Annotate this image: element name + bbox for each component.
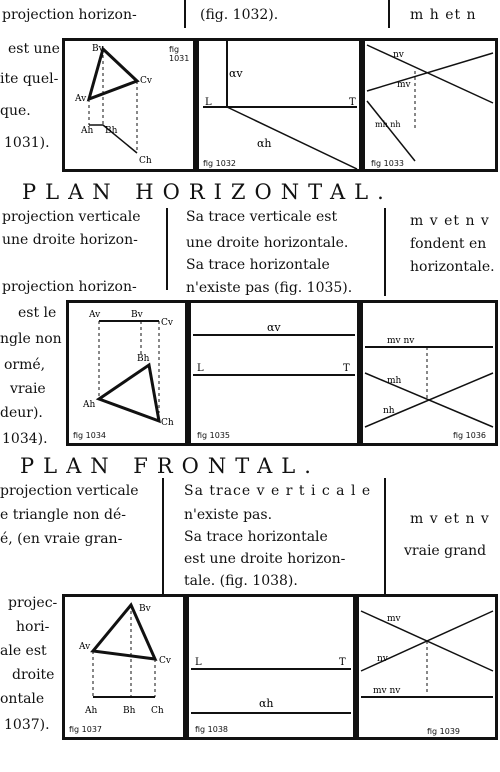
svg-text:Ah: Ah bbox=[83, 400, 96, 410]
front-left-line-7: droite bbox=[12, 667, 55, 683]
column-rule bbox=[184, 0, 186, 28]
svg-text:Av: Av bbox=[89, 310, 101, 320]
svg-text:Bh: Bh bbox=[123, 706, 136, 716]
front-mid-line-3: Sa trace horizontale bbox=[184, 529, 328, 545]
svg-text:nh: nh bbox=[383, 406, 395, 416]
front-left-line-4: projec- bbox=[8, 595, 58, 611]
horiz-left-line-3: projection horizon- bbox=[2, 279, 137, 295]
column-rule bbox=[384, 478, 386, 596]
svg-text:Cv: Cv bbox=[159, 656, 171, 666]
section-heading-frontal: PLAN FRONTAL. bbox=[20, 454, 320, 478]
horiz-mid-line-3: Sa trace horizontale bbox=[186, 257, 330, 273]
top-left-line-1: projection horizon- bbox=[2, 7, 137, 23]
svg-text:L: L bbox=[205, 97, 212, 108]
front-right-line-1: m v et n v bbox=[410, 511, 490, 527]
front-right-line-2: vraie grand bbox=[404, 543, 487, 559]
svg-text:mv nv: mv nv bbox=[387, 336, 415, 346]
figure-1039-drawing bbox=[359, 597, 495, 737]
horiz-left-line-6: ormé, bbox=[4, 357, 46, 373]
front-left-line-5: hori- bbox=[16, 619, 50, 635]
front-mid-line-1: Sa trace v e r t i c a l e bbox=[184, 483, 372, 499]
svg-text:Ah: Ah bbox=[81, 126, 94, 136]
svg-text:Bh: Bh bbox=[137, 354, 150, 364]
figure-panel-1034 bbox=[66, 300, 188, 446]
front-left-line-1: projection verticale bbox=[0, 483, 139, 499]
figure-1035-drawing bbox=[191, 303, 357, 443]
top-left-line-5: 1031). bbox=[4, 135, 50, 151]
figure-panel-1037 bbox=[62, 594, 186, 740]
horiz-right-line-2: fondent en bbox=[410, 236, 487, 252]
figure-label-1036: fig 1036 bbox=[453, 431, 487, 440]
top-left-line-2: est une bbox=[8, 41, 60, 57]
svg-text:T: T bbox=[343, 363, 350, 374]
horiz-left-line-5: ngle non bbox=[0, 331, 62, 347]
column-rule bbox=[388, 0, 390, 28]
svg-text:T: T bbox=[339, 657, 346, 668]
svg-text:L: L bbox=[197, 363, 204, 374]
svg-text:Ch: Ch bbox=[151, 706, 164, 716]
top-left-line-4: que. bbox=[0, 103, 31, 119]
svg-text:mh: mh bbox=[387, 376, 402, 386]
top-left-line-3: ite quel- bbox=[0, 71, 59, 87]
figure-panel-1038 bbox=[186, 594, 356, 740]
front-mid-line-4: est une droite horizon- bbox=[184, 551, 346, 567]
figure-label-1034: fig 1034 bbox=[73, 431, 107, 440]
front-left-line-3: é, (en vraie gran- bbox=[0, 531, 123, 547]
figure-1038-drawing bbox=[189, 597, 353, 737]
figure-label-1038: fig 1038 bbox=[195, 725, 229, 734]
column-rule bbox=[384, 208, 386, 296]
figure-label-1037: fig 1037 bbox=[69, 725, 103, 734]
figure-label-1032: fig 1032 bbox=[203, 159, 237, 168]
front-mid-line-5: tale. (fig. 1038). bbox=[184, 573, 298, 589]
svg-text:αh: αh bbox=[259, 697, 274, 710]
figure-1034-drawing bbox=[69, 303, 185, 443]
svg-text:Ah: Ah bbox=[85, 706, 98, 716]
horiz-left-line-9: 1034). bbox=[2, 431, 48, 447]
front-left-line-9: 1037). bbox=[4, 717, 50, 733]
horiz-mid-line-4: n'existe pas (fig. 1035). bbox=[186, 280, 353, 296]
svg-text:mh nh: mh nh bbox=[375, 120, 401, 129]
figure-1033-drawing bbox=[365, 41, 495, 169]
svg-text:Av: Av bbox=[75, 94, 87, 104]
svg-text:nv: nv bbox=[377, 654, 388, 664]
section-heading-horizontal: PLAN HORIZONTAL. bbox=[22, 180, 393, 204]
svg-text:Bv: Bv bbox=[92, 44, 104, 54]
figure-panel-1035 bbox=[188, 300, 360, 446]
figure-label-1031: fig 1031 bbox=[169, 45, 190, 63]
svg-text:Ch: Ch bbox=[161, 418, 174, 428]
horiz-right-line-3: horizontale. bbox=[410, 259, 495, 275]
svg-text:mv: mv bbox=[397, 80, 411, 90]
svg-text:Bv: Bv bbox=[131, 310, 143, 320]
figure-1037-drawing bbox=[65, 597, 183, 737]
front-left-line-8: ontale bbox=[0, 691, 45, 707]
svg-text:αh: αh bbox=[257, 137, 272, 150]
svg-text:Cv: Cv bbox=[161, 318, 173, 328]
horiz-left-line-4: est le bbox=[18, 305, 57, 321]
svg-text:Bv: Bv bbox=[139, 604, 151, 614]
horiz-left-line-2: une droite horizon- bbox=[2, 232, 138, 248]
horiz-right-line-1: m v et n v bbox=[410, 213, 490, 229]
svg-text:αv: αv bbox=[267, 321, 281, 334]
front-left-line-6: ale est bbox=[0, 643, 47, 659]
figure-1036-drawing bbox=[363, 303, 495, 443]
svg-text:Ch: Ch bbox=[139, 156, 152, 166]
svg-text:nv: nv bbox=[393, 50, 404, 60]
svg-text:mv nv: mv nv bbox=[373, 686, 401, 696]
horiz-mid-line-2: une droite horizontale. bbox=[186, 235, 349, 251]
figure-1032-drawing bbox=[199, 41, 359, 169]
figure-panel-1031 bbox=[62, 38, 196, 172]
horiz-left-line-8: deur). bbox=[0, 405, 43, 421]
column-rule bbox=[166, 208, 168, 290]
top-right-line: m h et n bbox=[410, 7, 477, 23]
figure-panel-1039 bbox=[356, 594, 498, 740]
figure-label-1033: fig 1033 bbox=[371, 159, 405, 168]
figure-panel-1036 bbox=[360, 300, 498, 446]
svg-text:Av: Av bbox=[79, 642, 91, 652]
figure-panel-1033 bbox=[362, 38, 498, 172]
svg-text:L: L bbox=[195, 657, 202, 668]
svg-text:Bh: Bh bbox=[105, 126, 118, 136]
svg-text:mv: mv bbox=[387, 614, 401, 624]
svg-text:Cv: Cv bbox=[140, 76, 152, 86]
figure-panel-1032 bbox=[196, 38, 362, 172]
figure-label-1035: fig 1035 bbox=[197, 431, 231, 440]
svg-text:T: T bbox=[349, 97, 356, 108]
horiz-mid-line-1: Sa trace verticale est bbox=[186, 209, 338, 225]
column-rule bbox=[162, 478, 164, 596]
top-mid-line: (fig. 1032). bbox=[200, 7, 279, 23]
horiz-left-line-7: vraie bbox=[10, 381, 46, 397]
front-mid-line-2: n'existe pas. bbox=[184, 507, 273, 523]
svg-text:αv: αv bbox=[229, 67, 243, 80]
figure-label-1039: fig 1039 bbox=[427, 727, 461, 736]
front-left-line-2: e triangle non dé- bbox=[0, 507, 126, 523]
horiz-left-line-1: projection verticale bbox=[2, 209, 141, 225]
